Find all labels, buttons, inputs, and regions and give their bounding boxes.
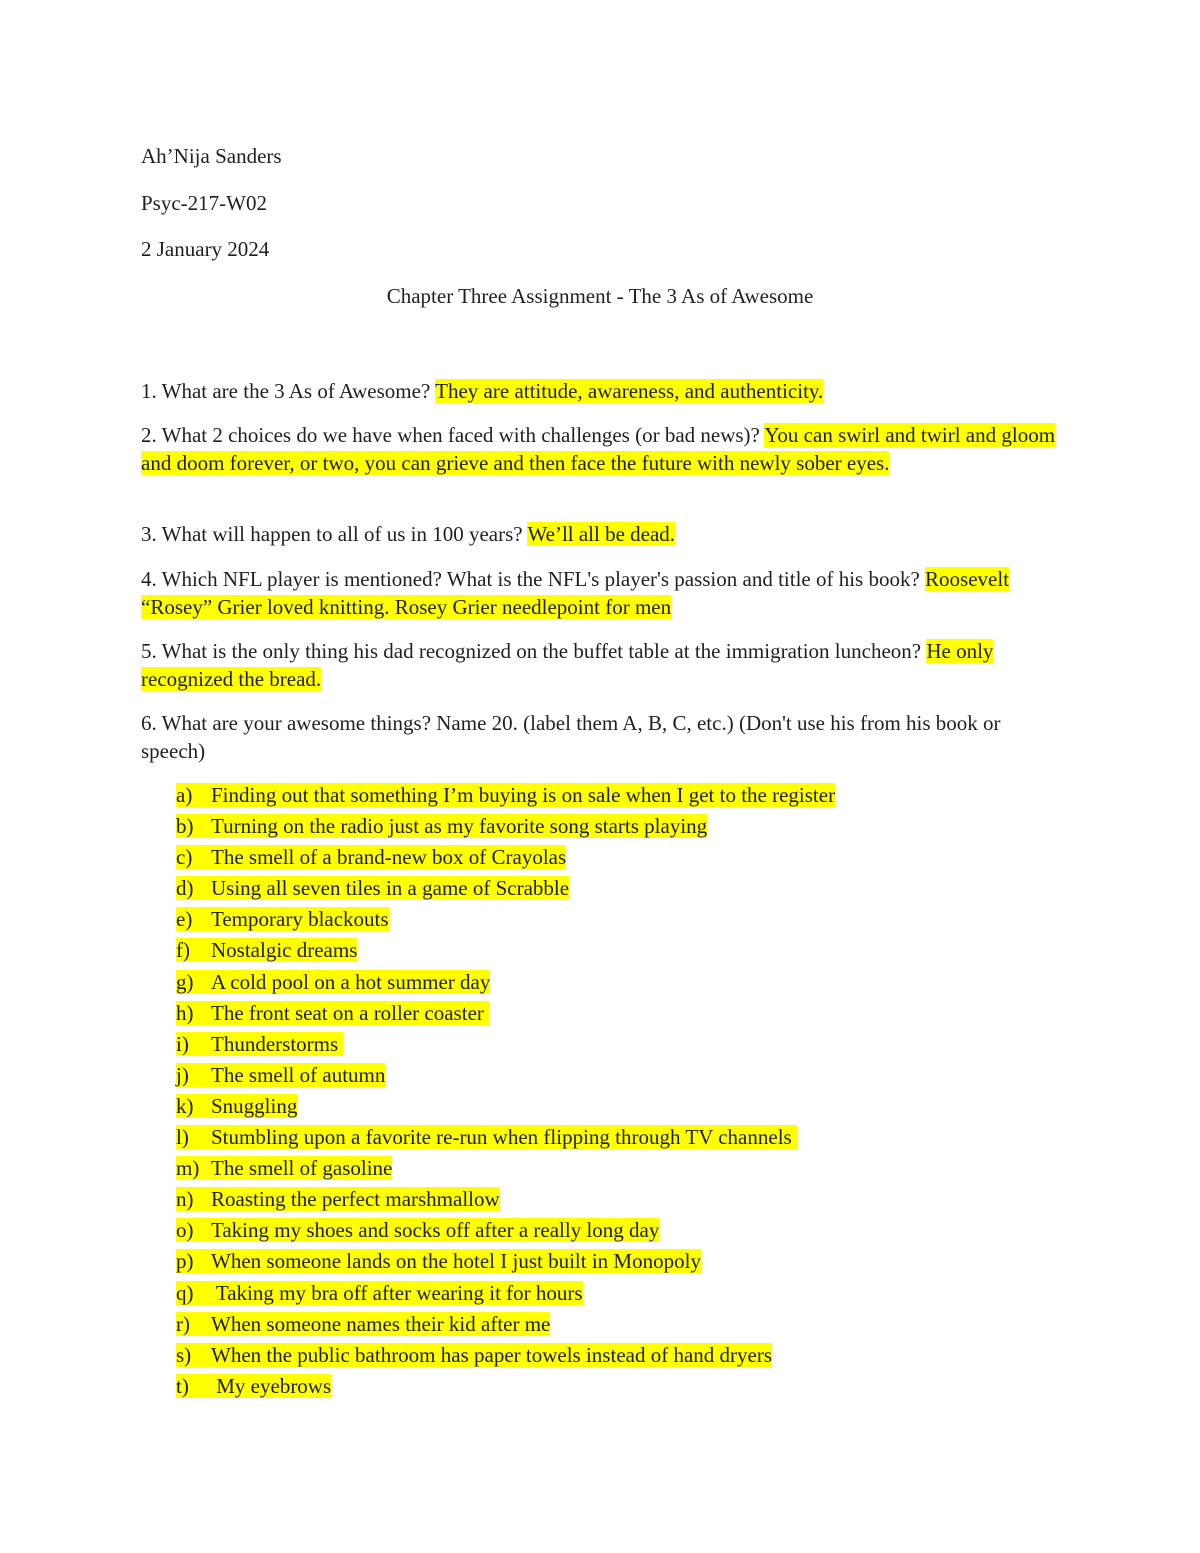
list-item-text: Temporary blackouts <box>211 907 389 932</box>
list-item-text: The front seat on a roller coaster <box>211 1000 490 1025</box>
answer-text: We’ll all be dead. <box>527 522 676 546</box>
question-text: 3. What will happen to all of us in 100 years? <box>141 522 528 546</box>
assignment-title: Chapter Three Assignment - The 3 As of Awesome <box>386 284 814 308</box>
list-marker: s) <box>176 1342 192 1367</box>
list-item <box>176 1185 835 1216</box>
list-marker: i) <box>176 1031 189 1056</box>
list-marker: t) <box>176 1373 189 1398</box>
list-item-text: When someone lands on the hotel I just built in Monopoly <box>211 1249 701 1274</box>
list-item <box>176 1061 835 1092</box>
list-item <box>176 1030 835 1061</box>
list-item-text: Using all seven tiles in a game of Scrabble <box>211 876 570 901</box>
list-marker: a) <box>176 783 193 807</box>
list-marker: g) <box>176 969 194 994</box>
list-item <box>176 874 835 905</box>
list-item <box>176 905 835 936</box>
list-marker: k) <box>176 1093 194 1118</box>
list-marker: c) <box>176 845 193 870</box>
list-item <box>176 1092 835 1123</box>
list-marker: b) <box>176 814 194 839</box>
list-item-text: Taking my bra off after wearing it for hours <box>211 1280 583 1305</box>
answer-text: Roosevelt “Rosey” Grier loved knitting. Rosey Grier needlepoint for men <box>141 567 1010 619</box>
list-item-text: My eyebrows <box>211 1373 332 1398</box>
list-item-text: The smell of autumn <box>211 1062 386 1087</box>
question-text: 5. What is the only thing his dad recognized on the buffet table at the immigration luncheon? <box>141 639 927 663</box>
list-item-text: Stumbling upon a favorite re-run when flipping through TV channels <box>211 1125 797 1150</box>
list-marker: o) <box>176 1218 194 1243</box>
list-marker: p) <box>176 1249 194 1274</box>
assignment-date: 2 January 2024 <box>141 237 270 261</box>
list-item <box>176 1123 835 1154</box>
list-item-text: Nostalgic dreams <box>211 938 358 963</box>
list-marker: l) <box>176 1125 189 1150</box>
student-name: Ah’Nija Sanders <box>141 144 282 168</box>
list-item <box>176 1310 835 1341</box>
question-4 <box>141 566 1066 621</box>
question-text: 4. Which NFL player is mentioned? What is the NFL's player's passion and title of his book? <box>141 567 926 591</box>
list-item <box>176 1372 835 1403</box>
list-marker: j) <box>176 1062 189 1087</box>
list-item <box>176 1247 835 1278</box>
list-item-text: A cold pool on a hot summer day <box>211 969 491 994</box>
answer-text: They are attitude, awareness, and authenticity. <box>435 379 824 403</box>
list-item <box>176 843 835 874</box>
list-item <box>176 1154 835 1185</box>
list-marker: n) <box>176 1187 194 1212</box>
list-item <box>176 968 835 999</box>
list-item-text: Snuggling <box>211 1093 298 1118</box>
list-item-text: Taking my shoes and socks off after a really long day <box>211 1218 660 1243</box>
list-item <box>176 781 835 812</box>
question-text: 1. What are the 3 As of Awesome? <box>141 379 436 403</box>
list-item <box>176 812 835 843</box>
list-marker: m) <box>176 1156 200 1181</box>
list-marker: r) <box>176 1311 190 1336</box>
question-1 <box>141 378 1066 406</box>
list-item <box>176 1216 835 1247</box>
question-text: 2. What 2 choices do we have when faced with challenges (or bad news)? <box>141 423 765 447</box>
list-item-text: The smell of gasoline <box>211 1156 393 1181</box>
list-item <box>176 999 835 1030</box>
list-marker: e) <box>176 907 193 932</box>
list-item-text: Thunderstorms <box>211 1031 344 1056</box>
question-text: 6. What are your awesome things? Name 20. (label them A, B, C, etc.) (Don't use his from his book or speech) <box>141 711 1001 763</box>
answer-text: He only recognized the bread. <box>141 639 994 691</box>
list-item-text: When the public bathroom has paper towels instead of hand dryers <box>211 1342 773 1367</box>
awesome-things-list <box>176 781 835 1403</box>
list-item-text: Roasting the perfect marshmallow <box>211 1187 500 1212</box>
list-marker: q) <box>176 1280 194 1305</box>
question-6 <box>141 710 1066 765</box>
question-3 <box>141 521 1066 549</box>
list-marker: h) <box>176 1000 194 1025</box>
question-2 <box>141 422 1066 477</box>
list-item <box>176 1341 835 1372</box>
list-marker: d) <box>176 876 194 901</box>
list-item-text: When someone names their kid after me <box>211 1311 551 1336</box>
list-item-text: The smell of a brand-new box of Crayolas <box>211 845 567 870</box>
course-code: Psyc-217-W02 <box>141 191 267 215</box>
list-item <box>176 1279 835 1310</box>
list-item-text: Finding out that something I’m buying is on sale when I get to the register <box>211 783 836 807</box>
answer-text: You can swirl and twirl and gloom and doom forever, or two, you can grieve and then face the future with newly sober eyes. <box>141 423 1056 475</box>
list-item-text: Turning on the radio just as my favorite song starts playing <box>211 814 708 839</box>
list-item <box>176 936 835 967</box>
list-marker: f) <box>176 938 190 963</box>
question-5 <box>141 638 1066 693</box>
